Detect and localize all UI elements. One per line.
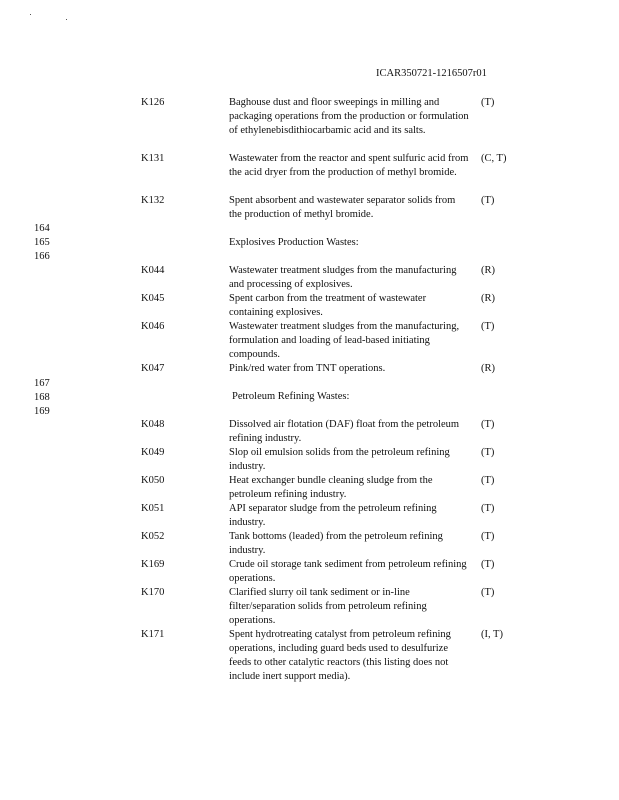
waste-description: Dissolved air flotation (DAF) float from the petroleum refining industry.: [229, 419, 460, 444]
line-number: 165: [34, 237, 50, 248]
waste-code: K047: [141, 363, 165, 374]
hazard-code: (T): [481, 531, 495, 542]
waste-description: Heat exchanger bundle cleaning sludge from the petroleum refining industry.: [229, 475, 433, 500]
line-number: 167: [34, 378, 50, 389]
scan-speck: [66, 19, 67, 20]
waste-description: Spent absorbent and wastewater separator solids from the production of methyl bromide.: [229, 195, 456, 220]
hazard-code: (T): [481, 559, 495, 570]
line-number: 164: [34, 223, 50, 234]
hazard-code: (C, T): [481, 153, 507, 164]
hazard-code: (T): [481, 475, 495, 486]
hazard-code: (R): [481, 265, 495, 276]
waste-code: K052: [141, 531, 165, 542]
waste-code: K050: [141, 475, 165, 486]
hazard-code: (T): [481, 97, 495, 108]
section-heading-petroleum: Petroleum Refining Wastes:: [232, 391, 350, 402]
waste-description: Wastewater treatment sludges from the manufacturing and processing of explosives.: [229, 265, 457, 290]
hazard-code: (T): [481, 503, 495, 514]
line-number: 168: [34, 392, 50, 403]
waste-description: Crude oil storage tank sediment from petroleum refining operations.: [229, 559, 467, 584]
waste-description: Wastewater treatment sludges from the manufacturing, formulation and loading of lead-based initiating compounds.: [229, 321, 460, 360]
hazard-code: (T): [481, 419, 495, 430]
waste-description: API separator sludge from the petroleum refining industry.: [229, 503, 437, 528]
line-number: 166: [34, 251, 50, 262]
hazard-code: (R): [481, 363, 495, 374]
waste-description: Pink/red water from TNT operations.: [229, 363, 386, 374]
scan-speck: [30, 14, 31, 15]
waste-description: Tank bottoms (leaded) from the petroleum refining industry.: [229, 531, 443, 556]
waste-code: K132: [141, 195, 165, 206]
waste-description: Spent carbon from the treatment of wastewater containing explosives.: [229, 293, 427, 318]
waste-description: Spent hydrotreating catalyst from petroleum refining operations, including guard beds used to desulfurize feeds to other catalytic reactors (this listing does not include inert support media).: [229, 629, 451, 682]
waste-description: Clarified slurry oil tank sediment or in-line filter/separation solids from petroleum refining operations.: [229, 587, 427, 626]
hazard-code: (T): [481, 587, 495, 598]
document-id: ICAR350721-1216507r01: [376, 68, 487, 79]
waste-code: K131: [141, 153, 165, 164]
waste-code: K171: [141, 629, 165, 640]
hazard-code: (T): [481, 321, 495, 332]
waste-code: K126: [141, 97, 165, 108]
line-number: 169: [34, 406, 50, 417]
waste-code: K048: [141, 419, 165, 430]
waste-description: Baghouse dust and floor sweepings in milling and packaging operations from the production or formulation of ethylenebisdithiocarbamic acid and its salts.: [229, 97, 469, 136]
waste-code: K045: [141, 293, 165, 304]
hazard-code: (I, T): [481, 629, 503, 640]
hazard-code: (R): [481, 293, 495, 304]
waste-code: K044: [141, 265, 165, 276]
waste-code: K051: [141, 503, 165, 514]
waste-code: K046: [141, 321, 165, 332]
waste-code: K049: [141, 447, 165, 458]
hazard-code: (T): [481, 195, 495, 206]
waste-code: K169: [141, 559, 165, 570]
section-heading-explosives: Explosives Production Wastes:: [229, 237, 359, 248]
waste-description: Wastewater from the reactor and spent sulfuric acid from the acid dryer from the production of methyl bromide.: [229, 153, 469, 178]
waste-description: Slop oil emulsion solids from the petroleum refining industry.: [229, 447, 450, 472]
hazard-code: (T): [481, 447, 495, 458]
waste-code: K170: [141, 587, 165, 598]
